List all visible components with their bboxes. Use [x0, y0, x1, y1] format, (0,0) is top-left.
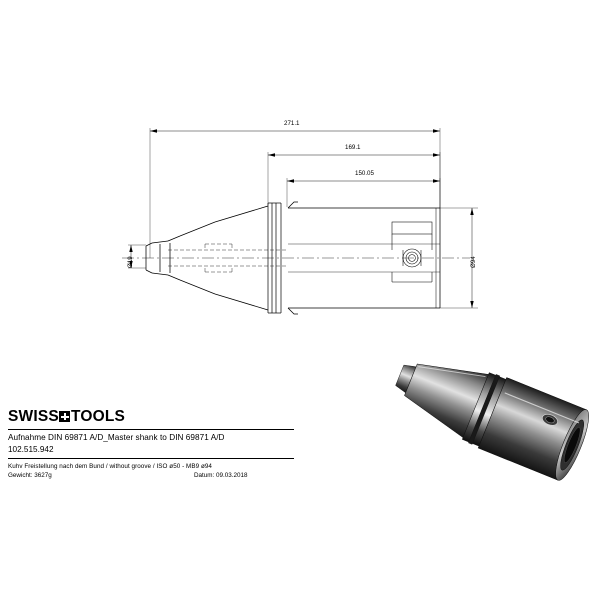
isometric-3d-view	[385, 340, 594, 484]
brand-logo	[8, 408, 298, 426]
title-block	[8, 408, 298, 479]
dimension-body-diameter: Ø94	[470, 256, 477, 268]
dimension-overall-length: 271.1	[284, 120, 300, 127]
date-value: 09.03.2018	[216, 471, 248, 479]
title-divider	[8, 429, 294, 430]
dimension-secondary-length: 169.1	[345, 144, 361, 151]
note-divider	[8, 458, 294, 459]
order-number: 102.515.942	[8, 444, 54, 454]
date-label: Datum:	[194, 471, 215, 479]
part-description: Aufnahme DIN 69871 A/D_Master shank to DIN 69871 A/D	[8, 433, 225, 442]
part-note: Kuhv Freistellung nach dem Bund / without groove / ISO ø50 - MB9 ø94	[8, 462, 212, 470]
dimension-tertiary-length: 150.05	[355, 170, 374, 177]
weight-value: 3627g	[34, 471, 52, 479]
weight-field	[8, 471, 52, 480]
weight-label: Gewicht:	[8, 471, 33, 479]
brand-prefix: SWISS	[8, 408, 59, 425]
date-field	[194, 471, 248, 480]
dimension-bore-diameter: Ø19	[127, 256, 134, 268]
swiss-cross-icon	[59, 411, 70, 422]
brand-suffix: TOOLS	[70, 408, 126, 425]
